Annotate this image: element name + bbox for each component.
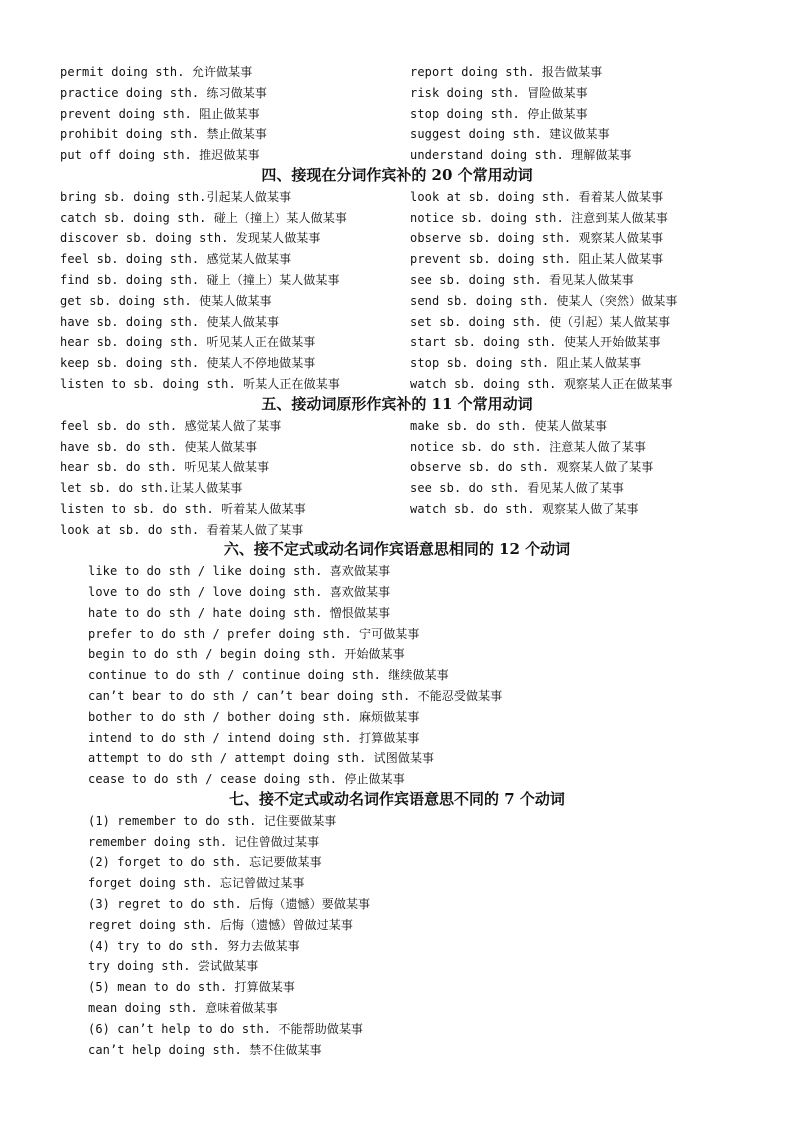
entry: continue to do sth / continue doing sth. 继续做某事 — [88, 668, 449, 682]
entry-right: see sb. doing sth. 看见某人做某事 — [410, 273, 634, 287]
list-item — [88, 935, 788, 956]
list-item — [88, 664, 788, 685]
entry: can’t bear to do sth / can’t bear doing sth. 不能忍受做某事 — [88, 689, 503, 703]
list-item — [88, 747, 788, 768]
entry-left: put off doing sth. 推迟做某事 — [60, 148, 260, 162]
list-item — [88, 643, 788, 664]
entry: (6) can’t help to do sth. 不能帮助做某事 — [88, 1022, 364, 1036]
entry-left: hear sb. doing sth. 听见某人正在做某事 — [60, 335, 316, 349]
list-item — [60, 373, 760, 394]
list-item — [60, 331, 760, 352]
entry-left: prevent doing sth. 阻止做某事 — [60, 107, 260, 121]
list-item — [88, 1039, 788, 1060]
entry-left: practice doing sth. 练习做某事 — [60, 86, 267, 100]
section-heading-7: 七、接不定式或动名词作宾语意思不同的 7 个动词 — [229, 790, 565, 808]
entry: (2) forget to do sth. 忘记要做某事 — [88, 855, 322, 869]
list-item — [60, 456, 760, 477]
list-item — [88, 955, 788, 976]
list-item — [88, 727, 788, 748]
entry-left: permit doing sth. 允许做某事 — [60, 65, 253, 79]
list-item — [88, 851, 788, 872]
entry-left: keep sb. doing sth. 使某人不停地做某事 — [60, 356, 316, 370]
entry-left: look at sb. do sth. 看着某人做了某事 — [60, 523, 304, 537]
section-heading-4: 四、接现在分词作宾补的 20 个常用动词 — [261, 166, 533, 184]
entry-right: notice sb. do sth. 注意某人做了某事 — [410, 440, 646, 454]
entry: can’t help doing sth. 禁不住做某事 — [88, 1043, 322, 1057]
list-item — [88, 685, 788, 706]
entry-left: find sb. doing sth. 碰上（撞上）某人做某事 — [60, 273, 340, 287]
list-item — [88, 1018, 788, 1039]
entry-left: let sb. do sth.让某人做某事 — [60, 481, 243, 495]
entry-right: start sb. doing sth. 使某人开始做某事 — [410, 335, 661, 349]
entry-right: watch sb. doing sth. 观察某人正在做某事 — [410, 377, 673, 391]
entry-right: watch sb. do sth. 观察某人做了某事 — [410, 502, 639, 516]
entry-right: understand doing sth. 理解做某事 — [410, 148, 632, 162]
entry-left: bring sb. doing sth.引起某人做某事 — [60, 190, 292, 204]
list-item — [60, 103, 760, 124]
list-item — [88, 602, 788, 623]
list-item — [60, 436, 760, 457]
list-item — [60, 207, 760, 228]
list-item — [60, 519, 760, 540]
entry: regret doing sth. 后悔（遗憾）曾做过某事 — [88, 918, 353, 932]
entry-right: observe sb. doing sth. 观察某人做某事 — [410, 231, 664, 245]
entry-right: stop doing sth. 停止做某事 — [410, 107, 588, 121]
list-item — [88, 623, 788, 644]
entry-right: prevent sb. doing sth. 阻止某人做某事 — [410, 252, 664, 266]
entry-left: hear sb. do sth. 听见某人做某事 — [60, 460, 270, 474]
list-item — [88, 893, 788, 914]
entry: bother to do sth / bother doing sth. 麻烦做某事 — [88, 710, 420, 724]
list-item — [60, 248, 760, 269]
entry-left: catch sb. doing sth. 碰上（撞上）某人做某事 — [60, 211, 347, 225]
entry-left: have sb. doing sth. 使某人做某事 — [60, 315, 280, 329]
entry-right: set sb. doing sth. 使（引起）某人做某事 — [410, 315, 671, 329]
list-item — [88, 810, 788, 831]
entry: cease to do sth / cease doing sth. 停止做某事 — [88, 772, 405, 786]
list-item — [60, 82, 760, 103]
entry-left: prohibit doing sth. 禁止做某事 — [60, 127, 267, 141]
entry-left: have sb. do sth. 使某人做某事 — [60, 440, 258, 454]
list-item — [88, 560, 788, 581]
list-item — [88, 976, 788, 997]
list-item — [88, 768, 788, 789]
entry: hate to do sth / hate doing sth. 憎恨做某事 — [88, 606, 391, 620]
entry-left: feel sb. doing sth. 感觉某人做某事 — [60, 252, 292, 266]
entry-right: stop sb. doing sth. 阻止某人做某事 — [410, 356, 642, 370]
list-item — [88, 831, 788, 852]
entry-left: listen to sb. do sth. 听着某人做某事 — [60, 502, 306, 516]
entry-right: risk doing sth. 冒险做某事 — [410, 86, 588, 100]
entry: try doing sth. 尝试做某事 — [88, 959, 259, 973]
entry-left: get sb. doing sth. 使某人做某事 — [60, 294, 272, 308]
entry: forget doing sth. 忘记曾做过某事 — [88, 876, 305, 890]
list-item — [88, 914, 788, 935]
list-item — [88, 872, 788, 893]
entry: mean doing sth. 意味着做某事 — [88, 1001, 278, 1015]
entry: attempt to do sth / attempt doing sth. 试图做某事 — [88, 751, 435, 765]
list-item — [60, 352, 760, 373]
entry-right: observe sb. do sth. 观察某人做了某事 — [410, 460, 654, 474]
entry: intend to do sth / intend doing sth. 打算做某事 — [88, 731, 420, 745]
list-item — [88, 581, 788, 602]
list-item — [60, 415, 760, 436]
section-heading-6: 六、接不定式或动名词作宾语意思相同的 12 个动词 — [223, 540, 571, 558]
entry-right: look at sb. doing sth. 看着某人做某事 — [410, 190, 664, 204]
entry: remember doing sth. 记住曾做过某事 — [88, 835, 320, 849]
list-item — [88, 706, 788, 727]
entry-right: notice sb. doing sth. 注意到某人做某事 — [410, 211, 668, 225]
section-heading-5: 五、接动词原形作宾补的 11 个常用动词 — [261, 395, 533, 413]
entry-left: discover sb. doing sth. 发现某人做某事 — [60, 231, 321, 245]
entry-right: report doing sth. 报告做某事 — [410, 65, 603, 79]
entry-right: send sb. doing sth. 使某人（突然）做某事 — [410, 294, 678, 308]
entry-left: listen to sb. doing sth. 听某人正在做某事 — [60, 377, 340, 391]
list-item — [88, 997, 788, 1018]
list-item — [60, 311, 760, 332]
list-item — [60, 269, 760, 290]
entry-right: suggest doing sth. 建议做某事 — [410, 127, 610, 141]
list-item — [60, 61, 760, 82]
list-item — [60, 498, 760, 519]
entry: (5) mean to do sth. 打算做某事 — [88, 980, 295, 994]
list-item — [60, 227, 760, 248]
entry: like to do sth / like doing sth. 喜欢做某事 — [88, 564, 391, 578]
entry-right: see sb. do sth. 看见某人做了某事 — [410, 481, 624, 495]
entry-right: make sb. do sth. 使某人做某事 — [410, 419, 608, 433]
entry: (3) regret to do sth. 后悔（遗憾）要做某事 — [88, 897, 371, 911]
entry: (1) remember to do sth. 记住要做某事 — [88, 814, 337, 828]
entry: begin to do sth / begin doing sth. 开始做某事 — [88, 647, 405, 661]
entry: prefer to do sth / prefer doing sth. 宁可做某事 — [88, 627, 420, 641]
list-item — [60, 123, 760, 144]
list-item — [60, 186, 760, 207]
list-item — [60, 477, 760, 498]
list-item — [60, 144, 760, 165]
entry-left: feel sb. do sth. 感觉某人做了某事 — [60, 419, 282, 433]
list-item — [60, 290, 760, 311]
entry: love to do sth / love doing sth. 喜欢做某事 — [88, 585, 391, 599]
entry: (4) try to do sth. 努力去做某事 — [88, 939, 300, 953]
